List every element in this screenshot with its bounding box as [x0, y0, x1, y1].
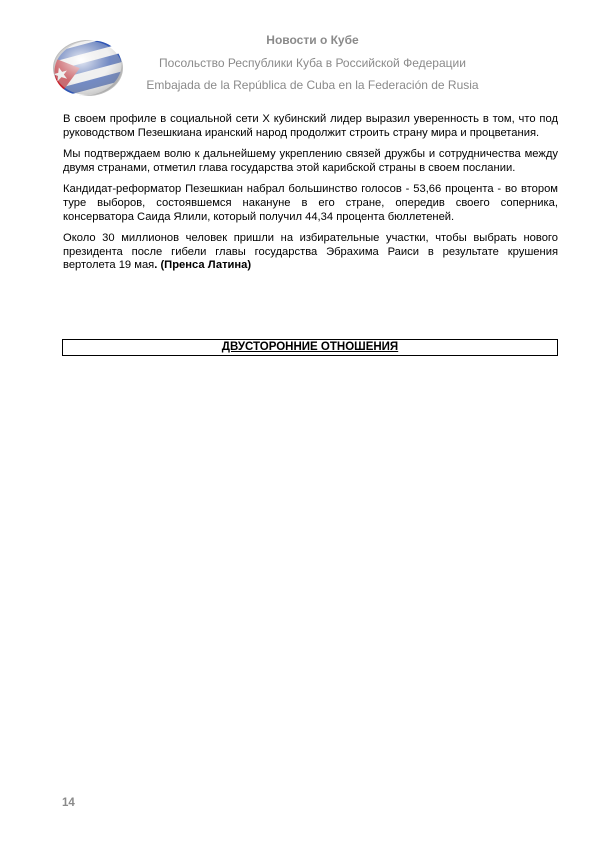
article-body [63, 113, 558, 281]
section-heading: ДВУСТОРОННИЕ ОТНОШЕНИЯ [62, 339, 558, 356]
header-title: Новости о Кубе [266, 33, 359, 47]
page-number: 14 [62, 797, 75, 809]
article-paragraph-4-text: Около 30 миллионов человек пришли на избирательные участки, чтобы выбрать нового президента после гибели главы государства Эбрахима Раиси в результате крушения вертолета 19 мая [63, 232, 558, 272]
article-paragraph-2: Мы подтверждаем волю к дальнейшему укреплению связей дружбы и сотрудничества между двумя странами, отметил глава государства этой карибской страны в своем послании. [63, 148, 558, 174]
header-embassy-ru: Посольство Республики Куба в Российской Федерации [159, 56, 466, 70]
page-header [0, 0, 601, 105]
article-source: . (Пренса Латина) [154, 259, 252, 272]
header-embassy-es: Embajada de la República de Cuba en la Federación de Rusia [146, 78, 479, 92]
article-paragraph-3: Кандидат-реформатор Пезешкиан набрал большинство голосов - 53,66 процента - во втором туре выборов, состоявшемся накануне в его стране, опередив своего соперника, консерватора Саида Ялили, который получил 44,34 процента бюллетеней. [63, 183, 558, 223]
article-paragraph-1: В своем профиле в социальной сети Х кубинский лидер выразил уверенность в том, что под руководством Пезешкиана иранский народ продолжит строить страну мира и процветания. [63, 113, 558, 139]
article-paragraph-4 [63, 232, 558, 273]
